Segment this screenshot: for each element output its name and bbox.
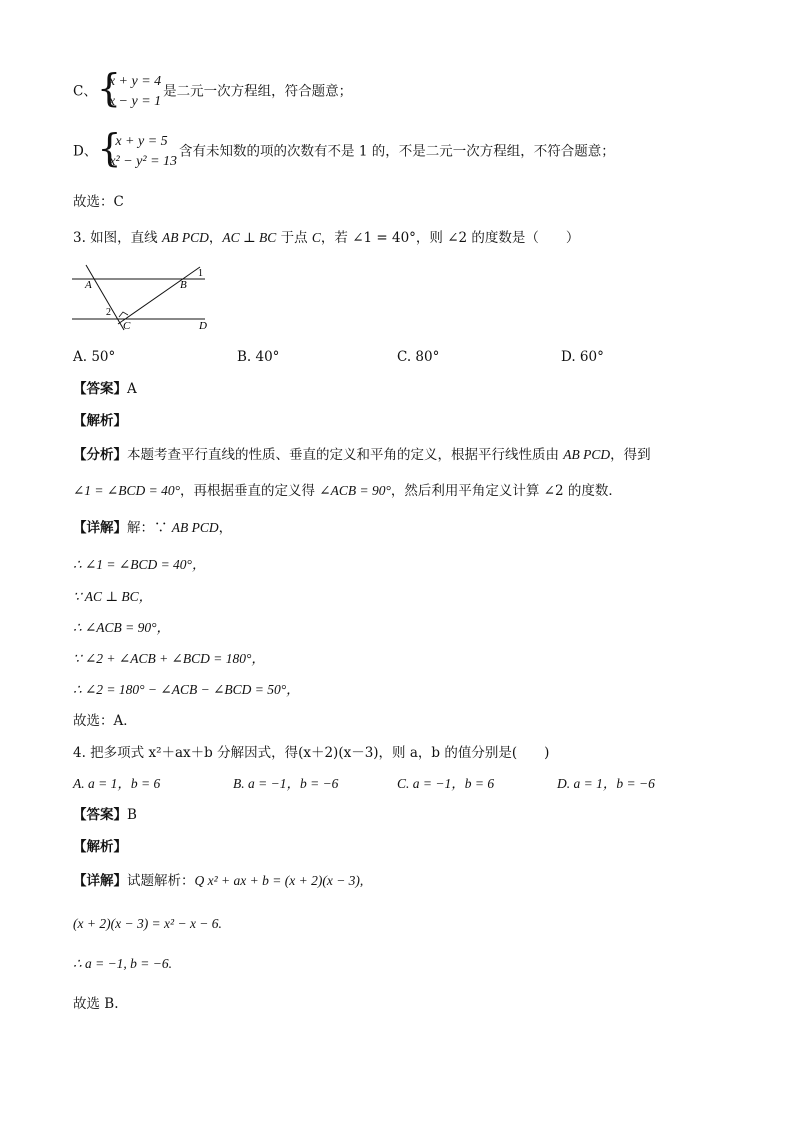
eq-d-1: x + y = 5	[115, 134, 168, 149]
detail-label: 【详解】	[73, 520, 127, 536]
q4-option-c[interactable]: C. a = −1，b = 6	[397, 776, 495, 791]
q4-detail-label: 【详解】	[73, 873, 127, 889]
q3-stem-b: AB PCD	[161, 230, 209, 245]
q3-answer	[73, 380, 137, 398]
q3-conclusion: 故选：A．	[73, 713, 137, 729]
detail-text-1a: 解：∵	[127, 520, 172, 536]
q4-conclusion: 故选 B.	[73, 996, 119, 1012]
q4-step-2: ∴ a = −1, b = −6.	[73, 956, 173, 971]
q3-stem-g: ，若 ∠1 = 40°，则 ∠2 的度数是（ ）	[320, 230, 580, 246]
option-c-row	[73, 66, 353, 112]
q3-step-2: ∵ AC ⊥ BC，	[73, 589, 153, 604]
q3-stem-e: 于点	[276, 230, 312, 246]
q3-stem	[73, 229, 579, 247]
fenxi-text-2b: ，再根据垂直的定义得	[180, 483, 320, 499]
label-d: D	[199, 320, 207, 332]
q3-step-4: ∵ ∠2 + ∠ACB + ∠BCD = 180°，	[73, 651, 265, 666]
q4-option-a[interactable]: A. a = 1，b = 6	[73, 776, 161, 791]
label-b: B	[180, 279, 187, 291]
fenxi-label: 【分析】	[73, 447, 127, 463]
option-c-text: 是二元一次方程组，符合题意；	[163, 83, 353, 100]
detail-text-1c: ，	[218, 520, 233, 536]
equation-system-d: { x + y = 5 x² − y² = 13	[97, 126, 178, 170]
q4-detail-math: Q x² + ax + b = (x + 2)(x − 3),	[194, 873, 364, 888]
q3-figure	[70, 262, 220, 334]
fenxi-math-2c: ∠ACB = 90°	[319, 483, 391, 498]
q4-answer-value: B	[127, 807, 137, 823]
q3-step-5: ∴ ∠2 = 180° − ∠ACB − ∠BCD = 50°，	[73, 682, 300, 697]
option-c-prefix: C、	[73, 83, 97, 100]
q3-stem-d: AC ⊥ BC	[222, 230, 277, 245]
option-d-row	[73, 126, 615, 172]
fenxi-math-2: ∠1 = ∠BCD = 40°	[73, 483, 180, 498]
answer-q2: 故选：C	[73, 194, 124, 210]
q4-answer-label: 【答案】	[73, 807, 127, 823]
q3-options	[73, 348, 604, 366]
q3-step-3: ∴ ∠ACB = 90°，	[73, 620, 171, 635]
eq-c-2: x − y = 1	[108, 94, 162, 109]
q4-analysis-label: 【解析】	[73, 839, 127, 855]
q3-option-a[interactable]: A. 50°	[73, 349, 116, 365]
answer-value: A	[127, 381, 137, 397]
q3-stem-f: C	[311, 230, 321, 245]
fenxi-text-1e: ，得到	[610, 447, 651, 463]
q3-fenxi-1	[73, 446, 651, 464]
fenxi-math-1: AB PCD	[563, 447, 611, 462]
eq-d-2: x² − y² = 13	[109, 154, 178, 169]
eq-c-1: x + y = 4	[108, 74, 162, 89]
q3-stem-c: ，	[208, 230, 223, 246]
equation-system-c: { x + y = 4 x − y = 1	[96, 66, 162, 110]
q4-stem: 4. 把多项式 x²＋ax＋b 分解因式，得(x＋2)(x－3)，则 a，b 的值分别是( )	[73, 745, 550, 761]
fenxi-text-1: 本题考查平行直线的性质、垂直的定义和平角的定义，根据平行线性质由	[127, 447, 564, 463]
answer-label: 【答案】	[73, 381, 127, 397]
option-d-text: 含有未知数的项的次数有不是 1 的，不是二元一次方程组，不符合题意；	[179, 143, 615, 160]
q4-option-d[interactable]: D. a = 1，b = −6	[557, 776, 655, 791]
q3-stem-a: 3. 如图，直线	[73, 230, 162, 246]
q4-options	[73, 775, 655, 793]
q4-detail-text: 试题解析：	[127, 873, 195, 889]
label-1: 1	[198, 268, 203, 279]
q3-fenxi-2	[73, 482, 622, 500]
q4-detail-1	[73, 872, 363, 890]
fenxi-text-2d: ，然后利用平角定义计算 ∠2 的度数．	[390, 483, 622, 499]
q3-detail-1	[73, 519, 232, 537]
option-d-prefix: D、	[73, 143, 98, 160]
q3-step-1: ∴ ∠1 = ∠BCD = 40°，	[73, 557, 206, 572]
detail-math-1b: AB PCD	[171, 520, 219, 535]
label-c: C	[123, 320, 131, 332]
q3-option-b[interactable]: B. 40°	[237, 349, 280, 365]
q3-option-d[interactable]: D. 60°	[561, 349, 604, 365]
q3-option-c[interactable]: C. 80°	[397, 349, 440, 365]
label-2: 2	[106, 307, 111, 318]
q4-step-1: (x + 2)(x − 3) = x² − x − 6.	[73, 916, 222, 931]
q4-option-b[interactable]: B. a = −1，b = −6	[233, 776, 339, 791]
label-a: A	[85, 279, 92, 291]
q3-analysis-label: 【解析】	[73, 413, 127, 429]
q4-answer	[73, 806, 137, 824]
